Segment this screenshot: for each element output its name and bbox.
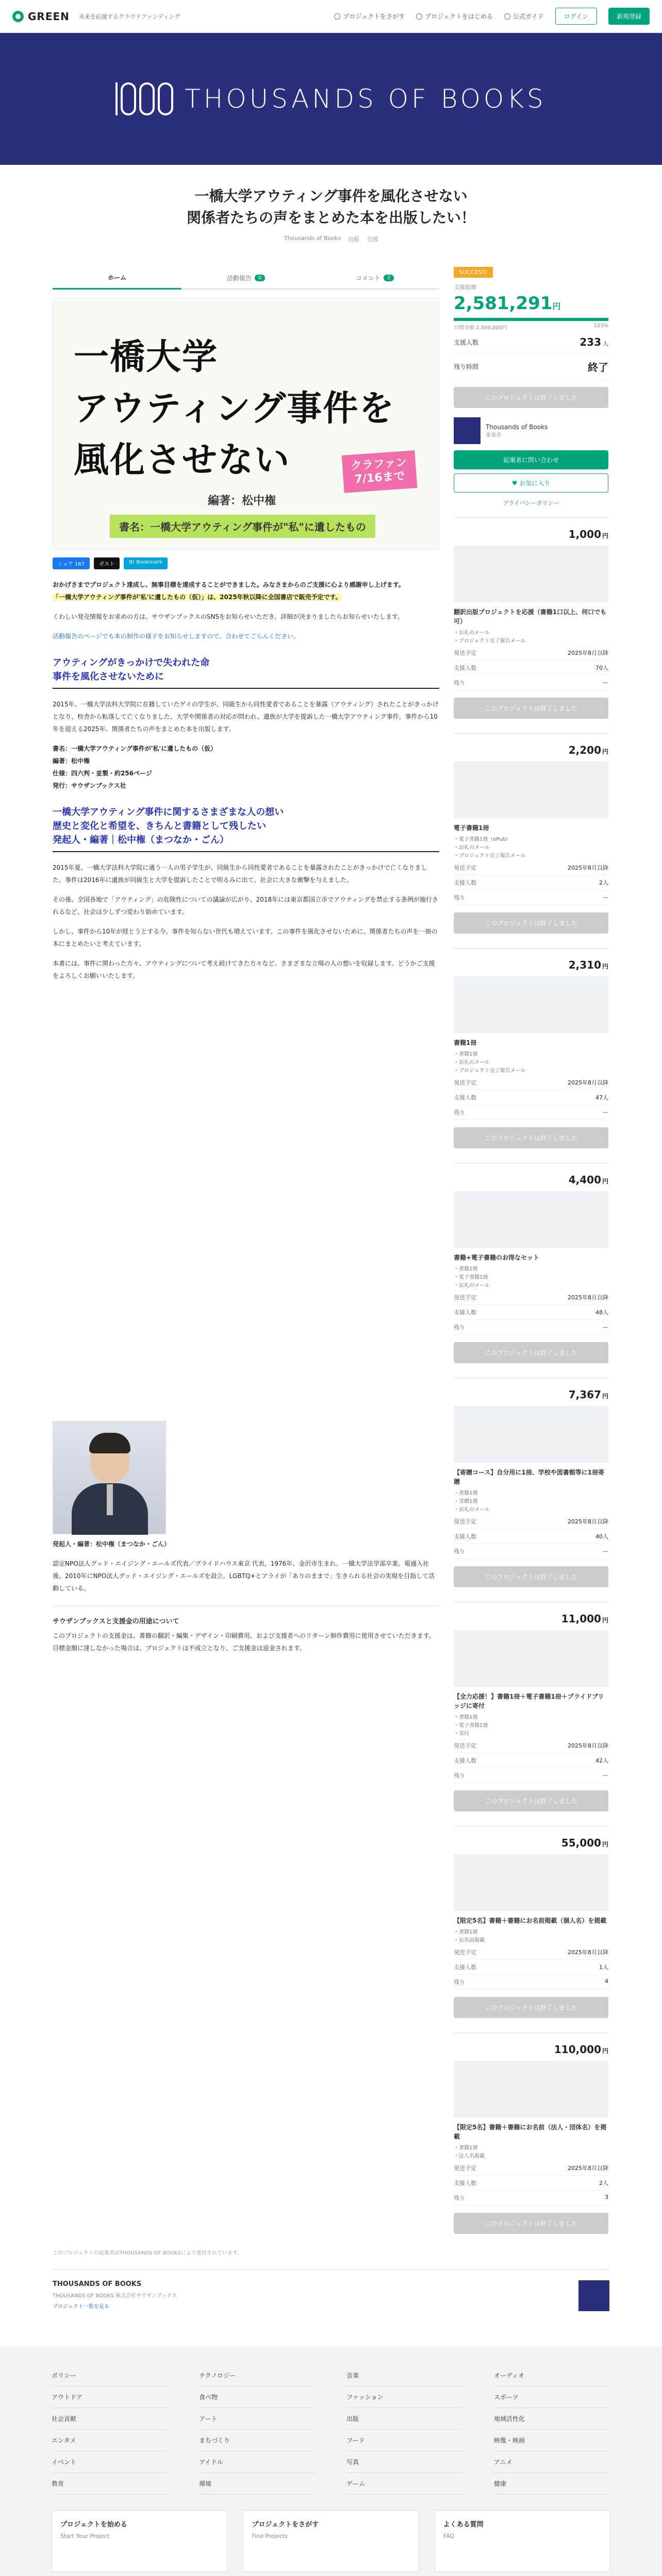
footer-category-link[interactable]: ファッション — [346, 2386, 463, 2408]
footer-category-link[interactable]: 教育 — [52, 2473, 168, 2495]
reward-price: 7,367 円 — [568, 1388, 608, 1401]
footer-category-link[interactable]: 健康 — [494, 2473, 610, 2495]
reward-title: 書籍+電子書籍のお得なセット — [454, 1254, 540, 1261]
footer-category-link[interactable]: オーディオ — [494, 2365, 610, 2386]
footer-category-link[interactable]: テクノロジー — [199, 2365, 316, 2386]
footer-category-link[interactable]: 音楽 — [346, 2365, 463, 2386]
reward-closed-button[interactable]: このプロジェクトは終了しました — [454, 698, 608, 719]
banner-title: THOUSANDS OF BOOKS — [185, 84, 547, 114]
reward-description: ・書籍1冊 ・電子書籍1冊 ・寄付 — [454, 1715, 488, 1737]
favorite-button[interactable]: ♥ お気に入り — [454, 473, 608, 493]
reward-title: 書籍1冊 — [454, 1039, 477, 1046]
owner-footer-logo — [578, 2280, 609, 2311]
cover-editor: 編著：松中権 — [208, 495, 276, 507]
reward-remain: 残り ー — [454, 890, 608, 905]
reward-description: ・書籍1冊 ・法人名掲載 — [454, 2145, 485, 2159]
reward-remain: 残り ー — [454, 1320, 608, 1335]
footer-category-link[interactable]: 社会貢献 — [52, 2408, 168, 2430]
footer-category-link[interactable]: アート — [199, 2408, 316, 2430]
reward-title: 【限定5名】書籍＋書籍にお名前掲載（個人名）を掲載 — [454, 1917, 607, 1924]
footer-category-link[interactable]: まちづくり — [199, 2430, 316, 2451]
site-footer — [0, 2346, 662, 2576]
section-2-body: 2015年夏、一橋大学法科大学院に通う一人の男子学生が、同級生から同性愛者であることを暴露されたことがきっかけで亡くなりました。事件は2016年に遺族が同級生と大学を提訴したことで明るみに出て、社会に大きな衝撃を与えました。 その後、全国各地で「アウティング」の危険性についての議論が広がり、2018年には東京都国立市でアウティングを禁止する条例が施行されるなど、社会は少しずつ変わり始めています。 しかし、事件から10年が経とうとする今、事件を知らない世代も増えています。この事件を風化させないために、関係者たちの声を一冊の本にまとめたいと考えています。 本書には、事件に関わった方々、アウティングについて考え続けてきた方々など、さまざまな立場の人の想いを収録します。どうかご支援をよろしくお願いいたします。 — [53, 864, 438, 979]
start-project-card[interactable]: プロジェクトを始める Start Your Project — [52, 2510, 227, 2572]
photo-caption: 発起人・編著：松中権（まつなか・ごん） — [53, 1540, 171, 1548]
reward-price: 2,200 円 — [568, 744, 608, 756]
about-heading: サウザンブックスと支援金の用途について — [53, 1606, 439, 1625]
reward-remain: 残り 4 — [454, 1975, 608, 1990]
cover-line-2: アウティング事件を — [74, 388, 395, 429]
reward-card[interactable] — [454, 2032, 608, 2238]
section-heading-1: アウティングがきっかけで失われた命 事件を風化させないために — [53, 656, 439, 689]
footer-category-link[interactable]: フード — [346, 2430, 463, 2451]
reward-description: ・お礼のメール ・プロジェクト完了報告メール — [454, 630, 526, 644]
footer-category-link[interactable]: スポーツ — [494, 2386, 610, 2408]
sidebar — [454, 267, 608, 2238]
reward-remain: 残り ー — [454, 1544, 608, 1559]
reward-description: ・書籍1冊 ・寄贈1冊 ・お礼のメール — [454, 1490, 490, 1513]
reward-list — [454, 517, 608, 2238]
reward-image — [454, 1191, 608, 1248]
reward-ship: 発送予定 2025年8月以降 — [454, 1075, 608, 1090]
section-heading-2: 一橋大学アウティング事件に関するさまざまな人の想い 歴史と変化と希望を、きちんと書籍として残したい 発起人・編著｜松中権（まつなか・ごん） — [53, 805, 439, 852]
reward-price: 2,310 円 — [568, 959, 608, 971]
reward-card[interactable] — [454, 948, 608, 1153]
reward-description: ・電子書籍1冊（ePub） ・お礼のメール ・プロジェクト完了報告メール — [454, 837, 526, 859]
footer-category-link[interactable]: アイドル — [199, 2451, 316, 2473]
category-grid — [52, 2365, 610, 2495]
reward-count: 支援人数 70人 — [454, 660, 608, 675]
footer-category-link[interactable]: イベント — [52, 2451, 168, 2473]
main-column — [53, 267, 439, 2238]
footer-category-link[interactable]: 出版 — [346, 2408, 463, 2430]
reward-count: 支援人数 2人 — [454, 875, 608, 890]
reward-description: ・書籍1冊 ・お礼のメール ・プロジェクト完了報告メール — [454, 1052, 526, 1074]
reward-image — [454, 546, 608, 602]
progress-fill — [454, 318, 608, 321]
logo-text: GREEN — [28, 10, 70, 23]
x-post-button[interactable]: ポスト — [94, 557, 120, 569]
reward-title: 【限定5名】書籍＋書籍にお名前（法人・団体名）を掲載 — [454, 2124, 607, 2140]
tab-count-badge: 0 — [255, 275, 265, 281]
owner-footer: THOUSANDS OF BOOKS THOUSANDS OF BOOKS 株式会社サウザンブックス プロジェクト一覧を見る — [53, 2269, 609, 2321]
reward-ship: 発送予定 2025年8月以降 — [454, 1514, 608, 1529]
project-header — [0, 165, 662, 255]
footer-cards — [52, 2510, 610, 2572]
about-body: このプロジェクトの支援金は、書籍の翻訳・編集・デザイン・印刷費用、および支援者へのリターン制作費用に使用させていただきます。目標金額に達しなかった場合は、プロジェクトは不成立となり、ご支援金は返金されます。 — [53, 1632, 435, 1652]
site-logo[interactable] — [12, 10, 180, 23]
reward-closed-button[interactable]: このプロジェクトは終了しました — [454, 2213, 608, 2234]
project-cover-image — [53, 298, 439, 550]
login-button[interactable]: ログイン — [555, 8, 597, 25]
header-nav — [334, 8, 650, 25]
reward-count: 支援人数 48人 — [454, 1305, 608, 1320]
reward-image — [454, 976, 608, 1033]
status-badge: SUCCESS! — [454, 267, 493, 278]
reward-description: ・書籍1冊 ・お名前掲載 — [454, 1929, 485, 1943]
footer-category-link[interactable]: 映像・映画 — [494, 2430, 610, 2451]
reward-count: 支援人数 42人 — [454, 1753, 608, 1768]
green-logo-icon — [12, 11, 24, 22]
nav-guide[interactable]: 公式ガイド — [504, 12, 544, 21]
support-closed-button[interactable]: このプロジェクトは終了しました — [454, 387, 608, 408]
reward-ship: 発送予定 2025年8月以降 — [454, 646, 608, 660]
reward-closed-button[interactable]: このプロジェクトは終了しました — [454, 1566, 608, 1587]
raised-label: 支援総額 — [454, 284, 476, 291]
reward-price: 110,000 円 — [554, 2043, 608, 2056]
tab-home[interactable]: ホーム — [53, 267, 181, 290]
reward-count: 支援人数 47人 — [454, 1090, 608, 1105]
reward-ship: 発送予定 2025年8月以降 — [454, 1945, 608, 1960]
reward-description: ・書籍1冊 ・電子書籍1冊 ・お礼のメール — [454, 1266, 490, 1289]
category-tag[interactable]: 出版 — [348, 236, 360, 243]
tab-reports[interactable]: 活動報告 0 — [181, 267, 310, 289]
reward-title: 翻訳出版プロジェクトを応援（書籍1口以上、何口でも可） — [454, 608, 607, 625]
progress-row: 目標金額 2,500,000円 103% — [454, 323, 608, 331]
reward-closed-button[interactable]: このプロジェクトは終了しました — [454, 1790, 608, 1811]
reward-price: 11,000 円 — [561, 1613, 608, 1625]
logo-tagline: 未来を応援するクラウドファンディング — [78, 13, 180, 20]
reward-ship: 発送予定 2025年8月以降 — [454, 1738, 608, 1753]
owner-card[interactable]: Thousands of Books 事業者 — [454, 417, 608, 444]
reward-remain: 残り ー — [454, 675, 608, 690]
reward-card[interactable] — [454, 733, 608, 938]
credit-note: このプロジェクトの起案者はTHOUSANDS OF BOOKSにより運営されています。 — [53, 2250, 243, 2256]
reward-image — [454, 761, 608, 818]
reward-card[interactable] — [454, 1602, 608, 1816]
reward-image — [454, 1630, 608, 1687]
find-project-card[interactable]: プロジェクトをさがす Find Projects — [243, 2510, 419, 2572]
footer-category-link[interactable]: 食べ物 — [199, 2386, 316, 2408]
project-title: 一橋大学アウティング事件を風化させない 関係者たちの声をまとめた本を出版したい！ — [186, 188, 475, 226]
reward-closed-button[interactable]: このプロジェクトは終了しました — [454, 1127, 608, 1148]
reward-ship: 発送予定 2025年8月以降 — [454, 2161, 608, 2176]
footer-category-link[interactable]: アウトドア — [52, 2386, 168, 2408]
supporters-row: 支援人数 233 人 — [454, 331, 608, 354]
nav-find-projects[interactable]: プロジェクトをさがす — [334, 12, 405, 21]
owner-logo — [454, 417, 481, 444]
contact-owner-button[interactable]: 起案者に問い合わせ — [454, 450, 608, 469]
thousands-of-books-logo-icon — [115, 82, 173, 115]
reward-image — [454, 2061, 608, 2117]
cover-line-1: 一橋大学 — [74, 337, 219, 378]
reward-remain: 残り ー — [454, 1105, 608, 1120]
reward-title: 電子書籍1冊 — [454, 824, 489, 832]
intro-text: おかげさまでプロジェクト達成し、無事目標を達成することができました。みなさまからのご支援に心より感謝申し上げます。 「一橋大学アウティング事件が'私'に遺したもの（仮）」は、2025年秋以降に全国書店で販売予定です。 くわしい発売情報をお求めの方は、サウザンブックスのSNSをお知らせいただき、詳細が決まりましたらお知らせいたします。 活動報告のページでも本の制作の様子をお知らせしますので、合わせてごらんください。 — [53, 579, 439, 642]
lightbulb-icon — [416, 13, 422, 20]
book-info: 書名：一橋大学アウティング事件が'私'に遺したもの（仮） 編著：松中権 仕様：四六判・並製・約256ページ 発行：サウザンブックス社 — [53, 745, 217, 789]
reward-closed-button[interactable]: このプロジェクトは終了しました — [454, 1342, 608, 1363]
reward-count: 支援人数 40人 — [454, 1529, 608, 1544]
reward-card[interactable] — [454, 1163, 608, 1367]
reward-remain: 残り ー — [454, 1768, 608, 1783]
remain-row: 残り時間 終了 — [454, 354, 608, 380]
site-header — [0, 0, 662, 33]
reward-count: 支援人数 1人 — [454, 1960, 608, 1975]
reward-remain: 残り 3 — [454, 2191, 608, 2206]
book-icon — [504, 13, 510, 20]
cover-book-name: 書名：一橋大学アウティング事件が"私"に遺したもの — [110, 515, 375, 538]
reward-card[interactable] — [454, 517, 608, 723]
place-tag[interactable]: 全国 — [367, 236, 378, 243]
reward-title: 【全力応援！】書籍1冊＋電子書籍1冊＋プライドブリッジに寄付 — [454, 1693, 604, 1709]
activity-report-link[interactable]: 活動報告のページでも本の制作の様子をお知らせしますので、合わせてごらんください。 — [53, 633, 300, 640]
reward-image — [454, 1406, 608, 1463]
deadline-badge: クラファン 7/16まで — [342, 450, 417, 493]
reward-image — [454, 1854, 608, 1911]
nav-start-project[interactable]: プロジェクトをはじめる — [416, 12, 493, 21]
tab-comments[interactable]: コメント 2 — [310, 267, 439, 289]
project-banner — [0, 33, 662, 165]
reward-closed-button[interactable]: このプロジェクトは終了しました — [454, 912, 608, 934]
footer-category-link[interactable]: 地域活性化 — [494, 2408, 610, 2430]
privacy-policy-link[interactable]: プライバシーポリシー — [503, 500, 559, 506]
faq-card[interactable]: よくある質問 FAQ — [435, 2510, 610, 2572]
reward-count: 支援人数 2人 — [454, 2176, 608, 2191]
tab-count-badge: 2 — [384, 275, 394, 281]
signup-button[interactable]: 新規登録 — [608, 8, 650, 25]
project-tabs — [53, 267, 439, 290]
share-buttons — [53, 557, 439, 569]
cover-line-3: 風化させない — [74, 440, 291, 481]
raised-amount: 2,581,291円 — [454, 293, 561, 314]
reward-ship: 発送予定 2025年8月以降 — [454, 860, 608, 875]
footer-category-link[interactable]: ゲーム — [346, 2473, 463, 2495]
reward-title: 【寄贈コース】自分用に1冊、学校や図書館等に1冊寄贈 — [454, 1469, 605, 1485]
reward-price: 1,000 円 — [568, 528, 608, 540]
footer-category-link[interactable]: アニメ — [494, 2451, 610, 2473]
search-icon — [334, 13, 340, 20]
reward-ship: 発送予定 2025年8月以降 — [454, 1290, 608, 1305]
owner-link[interactable]: Thousands of Books — [284, 235, 341, 242]
footer-category-link[interactable]: エンタメ — [52, 2430, 168, 2451]
hatena-bookmark-button[interactable]: B! Bookmark — [124, 557, 168, 569]
reward-card[interactable] — [454, 1378, 608, 1591]
editor-photo — [53, 1421, 166, 1534]
project-meta — [0, 235, 662, 243]
profile-bio: 認定NPO法人グッド・エイジング・エールズ代表／プライドハウス東京 代表。1976年、金沢市生まれ。一橋大学法学部卒業。電通入社後、2010年にNPO法人グッド・エイジング・エールズを設立。LGBTQ+とアライが「ありのままで」生きられる社会の実現を目指して活動している。 — [53, 1560, 435, 1592]
content-spacer — [53, 989, 439, 1412]
reward-closed-button[interactable]: このプロジェクトは終了しました — [454, 1997, 608, 2018]
section-1-body: 2015年、一橋大学法科大学院に在籍していたゲイの学生が、同級生から同性愛者であることを暴露（アウティング）されたことがきっかけとなり、校舎から転落して亡くなりました。大学や関係者の対応が問われ、遺族が大学を提訴した一橋大学アウティング事件。事件から10年を迎える2025年、関係者たちの声をまとめた本を出版します。 書名：一橋大学アウティング事件が'私'に遺したもの（仮） 編著：松中権 仕様：四六判・並製・約256ページ 発行：サウザンブックス社 — [53, 698, 439, 792]
footer-category-link[interactable]: 写真 — [346, 2451, 463, 2473]
project-body — [53, 267, 609, 2238]
reward-price: 55,000 円 — [561, 1837, 608, 1849]
project-list-link[interactable]: プロジェクト一覧を見る — [53, 2304, 109, 2310]
facebook-share-button[interactable]: シェア 167 — [53, 557, 90, 569]
footer-category-link[interactable]: ポリシー — [52, 2365, 168, 2386]
reward-price: 4,400 円 — [568, 1174, 608, 1186]
reward-card[interactable] — [454, 1826, 608, 2022]
footer-category-link[interactable]: 環境 — [199, 2473, 316, 2495]
progress-bar — [454, 318, 608, 321]
